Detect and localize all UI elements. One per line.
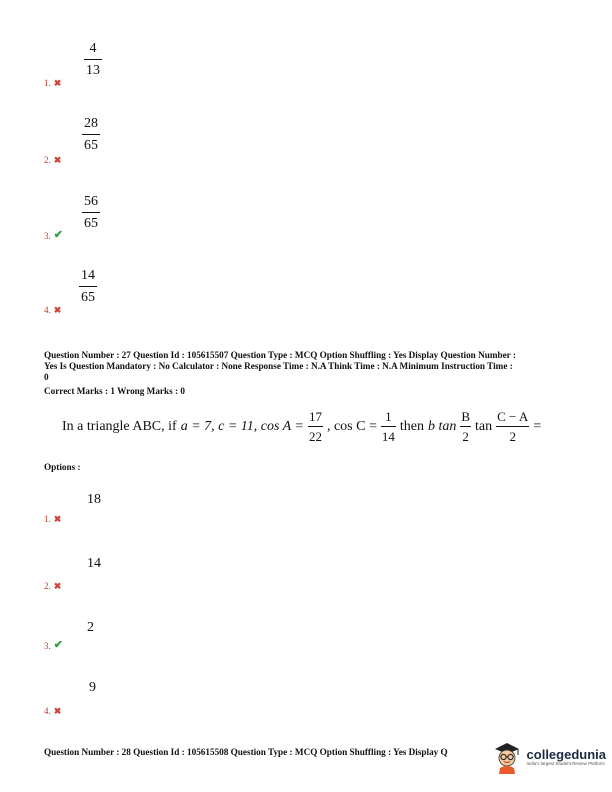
option-label: 1. ✖ [44,513,62,524]
cross-icon: ✖ [53,304,62,315]
option-label: 4. ✖ [44,304,62,315]
option-value: 2 [87,620,94,635]
mascot-icon [491,740,523,774]
option-value: 18 [87,492,101,507]
cross-icon: ✖ [53,154,62,165]
option-fraction: 28 65 [84,116,98,153]
option-fraction: 4 13 [86,41,100,78]
brand-tagline: India's largest Student Review Platform [526,760,605,766]
question-meta-next: Question Number : 28 Question Id : 105615508 Question Type : MCQ Option Shuffling : Yes Display Q [44,747,448,757]
cross-icon: ✖ [53,705,62,716]
option-label: 3. ✔ [44,229,63,241]
cross-icon: ✖ [53,513,62,524]
cos-c-fraction: $\frac{1}{14}$ [381,409,395,444]
option-fraction: 56 65 [84,194,98,231]
option-label: 3. ✔ [44,639,63,651]
cos-a-fraction: $\frac{17}{22}$ [308,409,322,444]
option-value: 14 [87,556,101,571]
cross-icon: ✖ [53,580,62,591]
c-minus-a-fraction: $\frac{C - A}{2}$ [497,409,529,444]
b-half-fraction: $\frac{B}{2}$ [461,409,471,444]
check-icon: ✔ [53,639,63,651]
option-label: 1. ✖ [44,77,62,88]
question-text: In a triangle ABC, if a = 7, c = 11, cos A = $\frac{17}{22}$ , cos C = $\frac{1}{14}$ then b tan $\frac{B}{2}$ tan $\frac{C - A}{2}$ = [62,409,542,444]
collegedunia-logo [491,740,606,774]
option-label: 2. ✖ [44,154,62,165]
question-meta: Question Number : 27 Question Id : 105615507 Question Type : MCQ Option Shuffling : Yes Display Question Number : Yes Is Question Mandatory : No Calculator : None Response Time : N.A Think Time : N.A Minimum Instruction Time : 0 [44,350,516,382]
options-heading: Options : [44,462,81,472]
marks-info: Correct Marks : 1 Wrong Marks : 0 [44,386,185,396]
option-value: 9 [89,680,96,695]
brand-name: collegedunia [526,746,606,762]
check-icon: ✔ [53,229,63,241]
option-label: 4. ✖ [44,705,62,716]
option-label: 2. ✖ [44,580,62,591]
option-fraction: 14 65 [81,268,95,305]
cross-icon: ✖ [53,77,62,88]
